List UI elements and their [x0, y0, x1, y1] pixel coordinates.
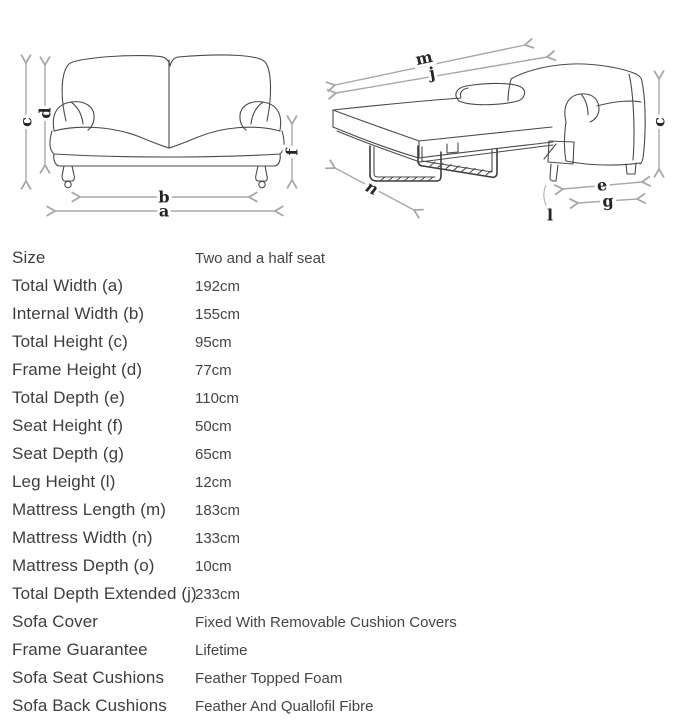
dim-label-e: e: [596, 175, 608, 195]
spec-row: [0, 272, 694, 300]
spec-row: [0, 328, 694, 356]
spec-row-label: Sofa Back Cushions: [12, 696, 167, 715]
spec-row: [0, 664, 694, 692]
spec-row-value: Two and a half seat: [195, 249, 326, 267]
sofa-dimension-arrows: [17, 63, 302, 221]
spec-row-value: 65cm: [195, 445, 232, 463]
spec-row: [0, 496, 694, 524]
dim-label-d: d: [35, 107, 55, 119]
spec-row: [0, 468, 694, 496]
spec-row-value: 110cm: [195, 389, 239, 407]
spec-row-value: 95cm: [195, 333, 232, 351]
dim-label-c-bed: c: [649, 117, 669, 127]
dim-label-b: b: [158, 187, 170, 207]
spec-row-value: 155cm: [195, 305, 241, 323]
spec-row: [0, 580, 694, 608]
spec-row-label: Total Height (c): [12, 332, 128, 351]
spec-row-label: Size: [12, 248, 46, 267]
spec-row-label: Seat Depth (g): [12, 444, 124, 463]
spec-row-value: Feather Topped Foam: [195, 669, 343, 687]
dim-label-l: l: [546, 205, 554, 225]
spec-row-value: 233cm: [195, 585, 241, 603]
spec-row-label: Mattress Depth (o): [12, 556, 155, 575]
spec-row-label: Sofa Cover: [12, 612, 99, 631]
spec-row: [0, 412, 694, 440]
spec-row: [0, 636, 694, 664]
spec-row-value: 133cm: [195, 529, 241, 547]
spec-row-label: Seat Height (f): [12, 416, 124, 435]
spec-row: [0, 440, 694, 468]
dim-label-c: c: [16, 117, 36, 127]
spec-row-label: Total Width (a): [12, 276, 124, 295]
diagram-area: [0, 0, 694, 244]
dim-label-f: f: [282, 148, 302, 156]
spec-row-value: 183cm: [195, 501, 241, 519]
dimensions-diagram-svg: [0, 0, 694, 244]
sofabed-open-illustration: [333, 64, 645, 181]
spec-row-label: Leg Height (l): [12, 472, 116, 491]
spec-row-label: Frame Guarantee: [12, 640, 148, 659]
spec-row: [0, 244, 694, 272]
dim-label-g: g: [601, 191, 615, 211]
spec-row-label: Mattress Length (m): [12, 500, 167, 519]
spec-row-value: Lifetime: [195, 641, 248, 659]
dim-label-a: a: [158, 201, 170, 221]
spec-row: [0, 300, 694, 328]
spec-row-value: 77cm: [195, 361, 232, 379]
spec-row: [0, 552, 694, 580]
spec-row: [0, 692, 694, 720]
spec-row-value: 12cm: [195, 473, 232, 491]
spec-row-label: Total Depth Extended (j): [12, 584, 197, 603]
spec-row-value: 192cm: [195, 277, 241, 295]
spec-row-value: 10cm: [195, 557, 232, 575]
dim-label-j: j: [427, 63, 437, 83]
spec-row-label: Internal Width (b): [12, 304, 145, 323]
leg-bar-hatching: [380, 162, 491, 181]
spec-row: [0, 524, 694, 552]
spec-row-value: Feather And Quallofil Fibre: [195, 697, 374, 715]
spec-row-label: Sofa Seat Cushions: [12, 668, 165, 687]
sofa-front-illustration: [50, 55, 284, 188]
spec-row-label: Mattress Width (n): [12, 528, 153, 547]
spec-row-label: Frame Height (d): [12, 360, 143, 379]
spec-row-value: 50cm: [195, 417, 232, 435]
spec-row: [0, 608, 694, 636]
spec-row: [0, 384, 694, 412]
sofabed-dimension-arrows: [335, 45, 669, 225]
spec-table: [0, 244, 694, 720]
dim-label-m: m: [413, 46, 435, 70]
dim-label-n: n: [362, 176, 382, 200]
spec-row-value: Fixed With Removable Cushion Covers: [195, 613, 457, 631]
spec-row: [0, 356, 694, 384]
spec-row-label: Total Depth (e): [12, 388, 125, 407]
